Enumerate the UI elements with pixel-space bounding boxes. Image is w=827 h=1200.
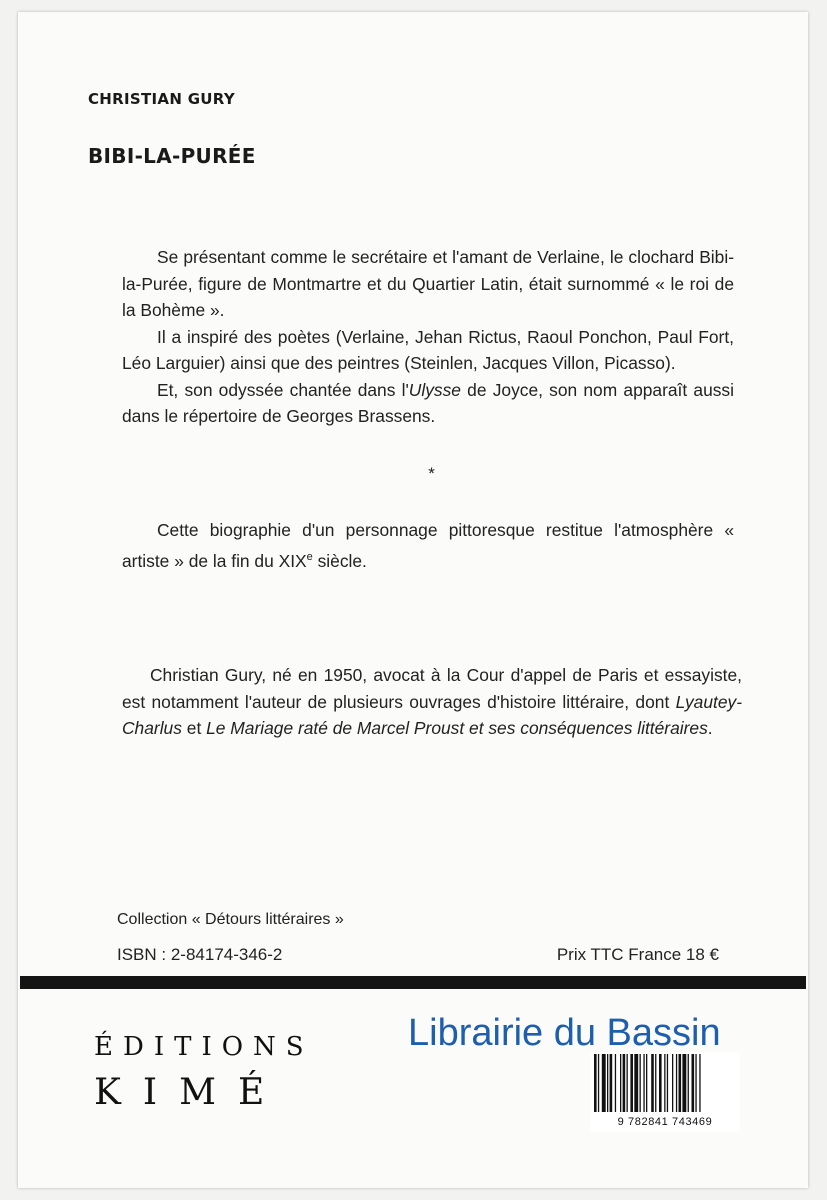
summary-paragraph: [122, 517, 734, 574]
bio-text: Christian Gury, né en 1950, avocat à la Cour d'appel de Paris et essayiste, est notamment l'auteur de plusieurs ouvrages d'histoire littéraire, dont: [122, 665, 742, 712]
blurb-paragraph: Se présentant comme le secrétaire et l'amant de Verlaine, le clochard Bibi-la-Purée, figure de Montmartre et du Quartier Latin, était surnommé « le roi de la Bohème ».: [122, 247, 734, 320]
blurb-text: Et, son odyssée chantée dans l': [157, 379, 409, 400]
author-bio: [122, 662, 742, 742]
separator-asterisk: *: [428, 464, 435, 483]
blurb: [122, 244, 734, 430]
summary-text: siècle.: [312, 550, 367, 571]
blurb-paragraph: [122, 377, 734, 430]
isbn: ISBN : 2-84174-346-2: [117, 945, 283, 964]
blurb-italic: Ulysse: [408, 379, 461, 400]
author-name: CHRISTIAN GURY: [88, 90, 235, 108]
barcode-digits: 9 782841 743469: [617, 1116, 713, 1128]
bookseller-watermark: Librairie du Bassin: [408, 1012, 721, 1054]
divider-rule: [20, 976, 806, 989]
blurb-text: de Joyce, son nom apparaît aussi dans le répertoire de Georges Brassens.: [122, 379, 734, 426]
summary: [122, 517, 734, 574]
publisher-line-1: ÉDITIONS: [94, 1032, 314, 1062]
publisher-line-2: KIMÉ: [94, 1072, 287, 1113]
superscript: e: [306, 550, 313, 563]
price: Prix TTC France 18 €: [556, 945, 719, 964]
book-back-cover: [18, 12, 808, 1188]
bio-italic: Le Mariage raté de Marcel Proust et ses conséquences littéraires: [206, 718, 708, 738]
barcode-bars: [590, 1052, 740, 1114]
book-title: BIBI-LA-PURÉE: [88, 144, 256, 168]
collection-name: Collection « Détours littéraires »: [117, 911, 344, 928]
bio-text: .: [707, 718, 713, 738]
bio-paragraph: [122, 662, 742, 742]
summary-text: Cette biographie d'un personnage pittoresque restitue l'atmosphère « artiste » de la fin du XIX: [122, 520, 734, 571]
bio-italic: Lyautey-Charlus: [122, 691, 742, 738]
bio-text: et: [181, 718, 207, 738]
blurb-paragraph: Il a inspiré des poètes (Verlaine, Jehan Rictus, Raoul Ponchon, Paul Fort, Léo Larguier) ainsi que des peintres (Steinlen, Jacques Villon, Picasso).: [122, 326, 734, 373]
